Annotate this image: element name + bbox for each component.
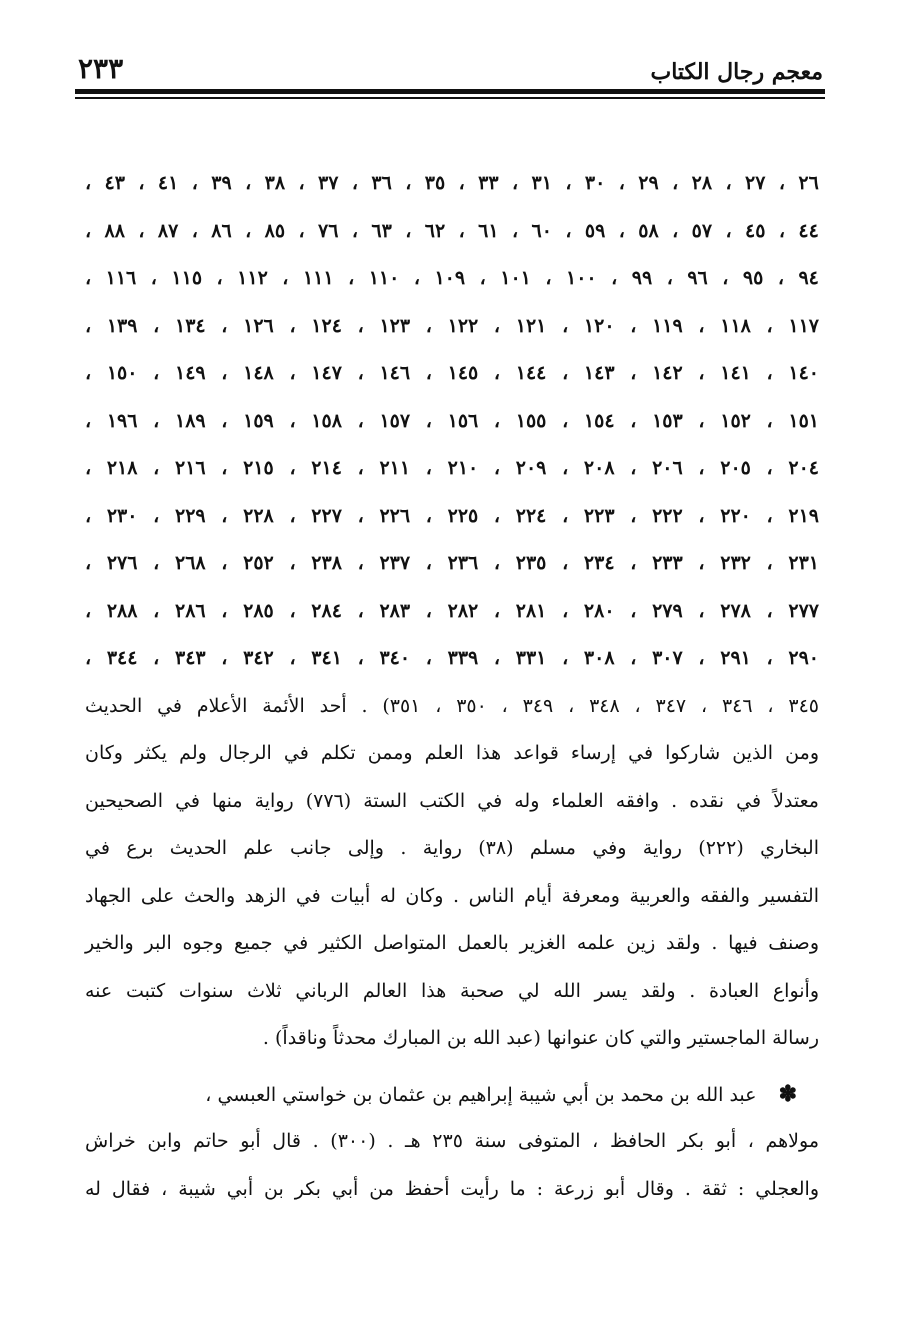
entry-marker-icon: ✽ — [778, 1080, 797, 1107]
page-number: ٢٣٣ — [78, 52, 124, 85]
entry-first-line — [85, 1071, 819, 1119]
paragraph-line: البخاري (٢٢٢) رواية وفي مسلم (٣٨) رواية . وإلى جانب علم الحديث برع في — [85, 837, 820, 859]
page-header — [78, 52, 823, 85]
entry-line: والعجلي : ثقة . وقال أبو زرعة : ما رأيت أحفظ من أبي بكر بن أبي شيبة ، فقال له — [85, 1177, 819, 1200]
number-list-line: ٢١٩ ، ٢٢٠ ، ٢٢٢ ، ٢٢٣ ، ٢٢٤ ، ٢٢٥ ، ٢٢٦ ، ٢٢٧ ، ٢٢٨ ، ٢٢٩ ، ٢٣٠ ، — [85, 504, 820, 527]
number-list-line: ٢٦ ، ٢٧ ، ٢٨ ، ٢٩ ، ٣٠ ، ٣١ ، ٣٣ ، ٣٥ ، ٣٦ ، ٣٧ ، ٣٨ ، ٣٩ ، ٤١ ، ٤٣ ، — [85, 172, 819, 194]
header-rule-thick — [75, 89, 825, 94]
page-body — [85, 160, 819, 1213]
number-list-line: ٤٤ ، ٤٥ ، ٥٧ ، ٥٨ ، ٥٩ ، ٦٠ ، ٦١ ، ٦٢ ، ٦٣ ، ٧٦ ، ٨٥ ، ٨٦ ، ٨٧ ، ٨٨ ، — [85, 219, 819, 242]
running-title: معجم رجال الكتاب — [650, 59, 823, 85]
header-rule-thin — [75, 97, 825, 99]
number-list-line: ٢٩٠ ، ٢٩١ ، ٣٠٧ ، ٣٠٨ ، ٣٣١ ، ٣٣٩ ، ٣٤٠ ، ٣٤١ ، ٣٤٢ ، ٣٤٣ ، ٣٤٤ ، — [85, 647, 820, 669]
number-list-line: ١٤٠ ، ١٤١ ، ١٤٢ ، ١٤٣ ، ١٤٤ ، ١٤٥ ، ١٤٦ ، ١٤٧ ، ١٤٨ ، ١٤٩ ، ١٥٠ ، — [85, 362, 820, 384]
entry-heading-text: عبد الله بن محمد بن أبي شيبة إبراهيم بن عثمان بن خواستي العبسي ، — [205, 1083, 757, 1106]
paragraph-line: وأنواع العبادة . ولقد يسر الله لي صحبة هذا العالم الرباني ثلاث سنوات كتبت عنه — [85, 979, 819, 1002]
number-list-line: ١٥١ ، ١٥٢ ، ١٥٣ ، ١٥٤ ، ١٥٥ ، ١٥٦ ، ١٥٧ ، ١٥٨ ، ١٥٩ ، ١٨٩ ، ١٩٦ ، — [85, 409, 820, 432]
number-list-line: ٢٠٤ ، ٢٠٥ ، ٢٠٦ ، ٢٠٨ ، ٢٠٩ ، ٢١٠ ، ٢١١ ، ٢١٤ ، ٢١٥ ، ٢١٦ ، ٢١٨ ، — [85, 457, 820, 479]
number-list-line: ١١٧ ، ١١٨ ، ١١٩ ، ١٢٠ ، ١٢١ ، ١٢٢ ، ١٢٣ ، ١٢٤ ، ١٢٦ ، ١٣٤ ، ١٣٩ ، — [85, 314, 820, 337]
number-list-line: ٩٤ ، ٩٥ ، ٩٦ ، ٩٩ ، ١٠٠ ، ١٠١ ، ١٠٩ ، ١١٠ ، ١١١ ، ١١٢ ، ١١٥ ، ١١٦ ، — [85, 267, 819, 289]
paragraph-last-line: رسالة الماجستير والتي كان عنوانها (عبد الله بن المبارك محدثاً وناقداً) . — [262, 1027, 819, 1049]
paragraph-line: التفسير والفقه والعربية ومعرفة أيام الناس . وكان له أبيات في الزهد والحث على الجهاد — [85, 884, 819, 907]
number-list-line: ٢٣١ ، ٢٣٢ ، ٢٣٣ ، ٢٣٤ ، ٢٣٥ ، ٢٣٦ ، ٢٣٧ ، ٢٣٨ ، ٢٥٢ ، ٢٦٨ ، ٢٧٦ ، — [85, 552, 820, 574]
paragraph-line: ٣٤٥ ، ٣٤٦ ، ٣٤٧ ، ٣٤٨ ، ٣٤٩ ، ٣٥٠ ، ٣٥١) . أحد الأئمة الأعلام في الحديث — [85, 694, 820, 717]
paragraph-line: وصنف فيها . ولقد زين علمه الغزير بالعمل المتواصل الكثير في جميع وجوه البر والخير — [85, 932, 819, 954]
paragraph-line: معتدلاً في نقده . وافقه العلماء وله في الكتب الستة (٧٧٦) رواية منها في الصحيحين — [85, 789, 819, 812]
paragraph-line: ومن الذين شاركوا في إرساء قواعد هذا العلم وممن تكلم في الرجال ولم يكثر وكان — [85, 742, 819, 764]
entry-line: مولاهم ، أبو بكر الحافظ ، المتوفى سنة ٢٣٥ هـ . (٣٠٠) . قال أبو حاتم وابن خراش — [85, 1130, 819, 1152]
entry-gap — [85, 1063, 819, 1071]
number-list-line: ٢٧٧ ، ٢٧٨ ، ٢٧٩ ، ٢٨٠ ، ٢٨١ ، ٢٨٢ ، ٢٨٣ ، ٢٨٤ ، ٢٨٥ ، ٢٨٦ ، ٢٨٨ ، — [85, 599, 820, 622]
